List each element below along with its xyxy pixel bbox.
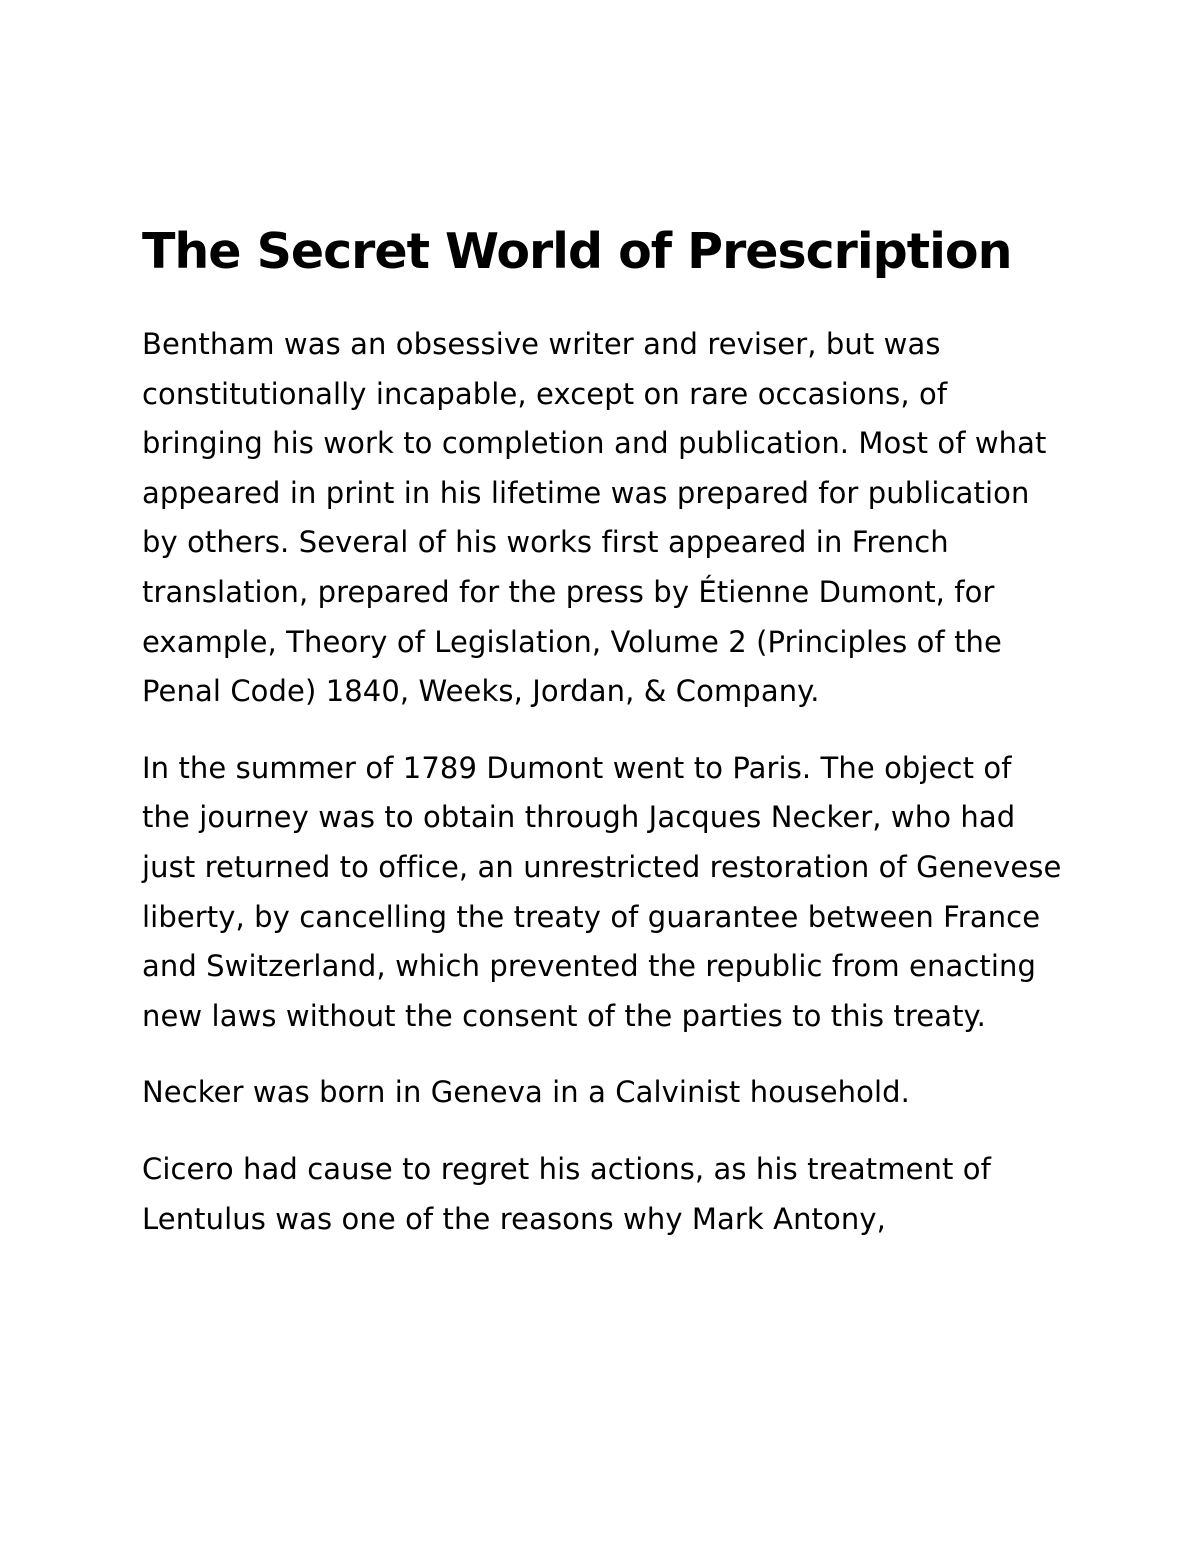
paragraph-bentham: Bentham was an obsessive writer and reviser, but was constitutionally incapable, except on rare occasions, of bringing his work to completion and publication. Most of what appeared in print in his lifetime was prepared for publication by others. Several of his works first appeared in French translation, prepared for the press by Étienne Dumont, for example, Theory of Legislation, Volume 2 (Principles of the Penal Code) 1840, Weeks, Jordan, & Company.: [142, 327, 1047, 709]
document-title: The Secret World of Prescription: [142, 223, 1012, 280]
document-page: [142, 218, 1062, 1271]
paragraph-cicero: Cicero had cause to regret his actions, as his treatment of Lentulus was one of the reasons why Mark Antony,: [142, 1151, 991, 1236]
paragraph-dumont-paris: In the summer of 1789 Dumont went to Paris. The object of the journey was to obtain through Jacques Necker, who had just returned to office, an unrestricted restoration of Genevese liberty, by cancelling the treaty of guarantee between France and Switzerland, which prevented the republic from enacting new laws without the consent of the parties to this treaty.: [142, 750, 1062, 1033]
paragraph-necker: Necker was born in Geneva in a Calvinist household.: [142, 1075, 910, 1110]
